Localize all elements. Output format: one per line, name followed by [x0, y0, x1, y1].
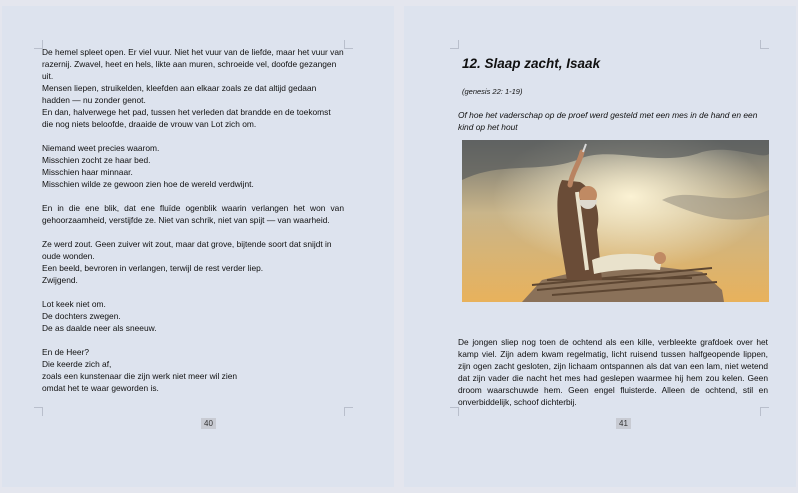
text-line: Zwijgend. [42, 275, 78, 285]
isaak-head [654, 252, 666, 264]
text-line: Lot keek niet om. [42, 299, 106, 309]
text-line: Misschien zocht ze haar bed. [42, 155, 151, 165]
chapter-subtitle: Of hoe het vaderschap op de proef werd gesteld met een mes in de hand en een kind op het hout [458, 110, 758, 132]
text-line: En de Heer? [42, 347, 90, 357]
crop-mark [344, 40, 353, 49]
right-page [404, 6, 796, 487]
text-line: Mensen liepen, struikelden, kleefden aan elkaar zoals ze dat altijd gedaan hadden — nu zonder genot. [42, 83, 317, 105]
text-line: Die keerde zich af, [42, 359, 112, 369]
page-number: 41 [616, 418, 631, 429]
sacrifice-illustration [462, 140, 769, 302]
paragraph [42, 46, 344, 130]
text-line: Niemand weet precies waarom. [42, 143, 160, 153]
paragraph [42, 238, 344, 286]
crop-mark [760, 407, 769, 416]
text-line: Misschien wilde ze gewoon zien hoe de wereld verdwijnt. [42, 179, 254, 189]
text-line: Misschien haar minnaar. [42, 167, 133, 177]
paragraph [42, 142, 344, 190]
text-line: De hemel spleet open. Er viel vuur. Niet het vuur van de liefde, maar het vuur van razernij. Zwavel, heet en hels, likte aan muren, schroeide vel, doofde gezangen uit. [42, 47, 344, 81]
text-line: omdat het te waar geworden is. [42, 383, 159, 393]
chapter-body: De jongen sliep nog toen de ochtend als een kille, verbleekte grafdoek over het kamp viel. Zijn adem kwam regelmatig, licht ruisend tussen halfgeopende lippen, zijn ogen zacht gesloten, zijn lichaam ontspannen als dat van een lam, niet wetend dat zijn vader die nacht het mes had geslepen waarmee hij hem zou kelen. Geen droom waarschuwde hem. Geen engel fluisterde. Alleen de ochtend, stil en onverbiddelijk, schoof dichterbij. [458, 337, 768, 407]
left-page [2, 6, 394, 487]
text-line: De as daalde neer als sneeuw. [42, 323, 157, 333]
text-line: zoals een kunstenaar die zijn werk niet meer wil zien [42, 371, 238, 381]
bible-reference: (genesis 22: 1-19) [462, 87, 523, 96]
text-line: De dochters zwegen. [42, 311, 121, 321]
text-line: En in die ene blik, dat ene fluïde ogenblik waarin verlangen het won van gehoorzaamheid, verstijfde ze. Niet van schrik, niet van spijt — van waarheid. [42, 203, 344, 225]
left-page-text [42, 46, 344, 394]
crop-mark [344, 407, 353, 416]
page-number: 40 [201, 418, 216, 429]
text-line: Ze werd zout. Geen zuiver wit zout, maar dat grove, bijtende soort dat snijdt in oude wonden. [42, 239, 332, 261]
crop-mark [450, 40, 459, 49]
crop-mark [34, 407, 43, 416]
paragraph [42, 298, 344, 334]
chapter-title: 12. Slaap zacht, Isaak [462, 56, 601, 71]
paragraph [42, 202, 344, 226]
text-line: Een beeld, bevroren in verlangen, terwijl de rest verder liep. [42, 263, 264, 273]
crop-mark [760, 40, 769, 49]
crop-mark [450, 407, 459, 416]
text-line: En dan, halverwege het pad, tussen het verleden dat brandde en de toekomst die nog niets beloofde, draaide de vrouw van Lot zich om. [42, 107, 331, 129]
paragraph [42, 346, 344, 394]
